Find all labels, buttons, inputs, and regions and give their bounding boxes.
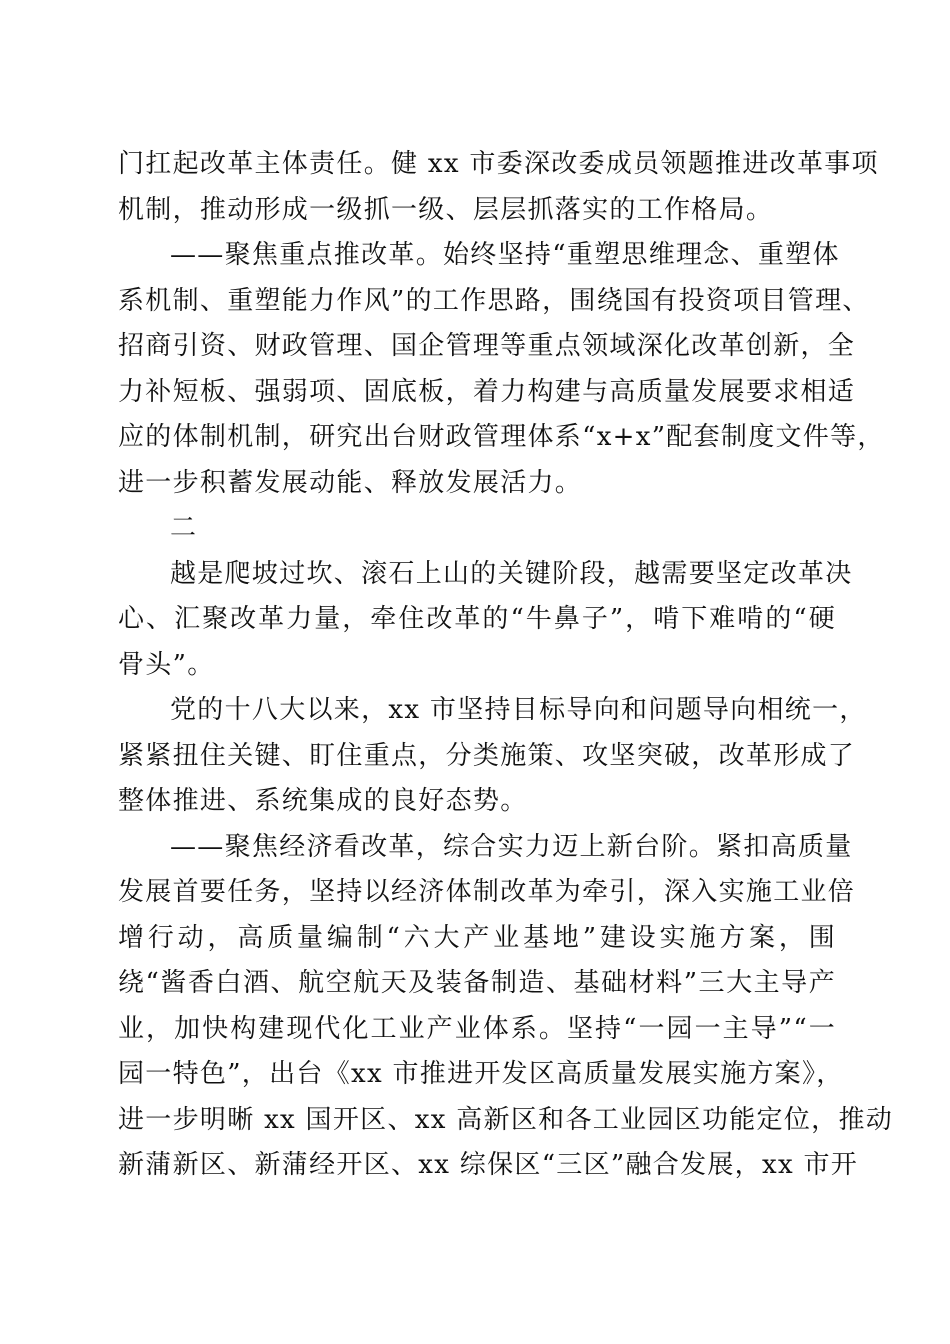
text-line: 发展首要任务，坚持以经济体制改革为牵引，深入实施工业倍 xyxy=(118,877,856,907)
text-line: 系机制、重塑能力作风”的工作思路，围绕国有投资项目管理、 xyxy=(118,285,870,316)
text-line: ——聚焦经济看改革，综合实力迈上新台阶。紧扣高质量 xyxy=(170,831,853,862)
document-body xyxy=(118,142,894,1189)
text-line: 应的体制机制，研究出台财政管理体系“x+x”配套制度文件等， xyxy=(118,422,885,452)
text-line: 党的十八大以来，xx 市坚持目标导向和问题导向相统一， xyxy=(170,695,867,725)
text-line: 进一步明晰 xx 国开区、xx 高新区和各工业园区功能定位，推动 xyxy=(118,1104,894,1135)
section-heading: 二 xyxy=(170,513,198,543)
text-line: 绕“酱香白酒、航空航天及装备制造、基础材料”三大主导产 xyxy=(118,968,836,998)
text-line: 园一特色”，出台《xx 市推进开发区高质量发展实施方案》， xyxy=(118,1059,844,1089)
text-line: 业，加快构建现代化工业产业体系。坚持“一园一主导”“一 xyxy=(118,1013,836,1044)
text-line: 机制，推动形成一级抓一级、层层抓落实的工作格局。 xyxy=(118,194,774,225)
text-line: 骨头”。 xyxy=(118,649,215,680)
text-line: 新蒲新区、新蒲经开区、xx 综保区“三区”融合发展，xx 市开 xyxy=(118,1150,859,1180)
text-line: 门扛起改革主体责任。健 xx 市委深改委成员领题推进改革事项 xyxy=(118,149,879,179)
text-line: 力补短板、强弱项、固底板，着力构建与高质量发展要求相适 xyxy=(118,376,856,407)
text-line: 紧紧扭住关键、盯住重点，分类施策、攻坚突破，改革形成了 xyxy=(118,740,856,771)
text-line: 进一步积蓄发展动能、释放发展活力。 xyxy=(118,467,583,498)
text-line: ——聚焦重点推改革。始终坚持“重塑思维理念、重塑体 xyxy=(170,240,840,270)
text-line: 整体推进、系统集成的良好态势。 xyxy=(118,786,528,816)
text-line: 越是爬坡过坎、滚石上山的关键阶段，越需要坚定改革决 xyxy=(170,558,853,589)
text-line: 增行动，高质量编制“六大产业基地”建设实施方案，围 xyxy=(118,922,836,953)
text-line: 心、汇聚改革力量，牵住改革的“牛鼻子”，啃下难啃的“硬 xyxy=(118,604,836,634)
text-line: 招商引资、财政管理、国企管理等重点领域深化改革创新，全 xyxy=(118,331,856,361)
